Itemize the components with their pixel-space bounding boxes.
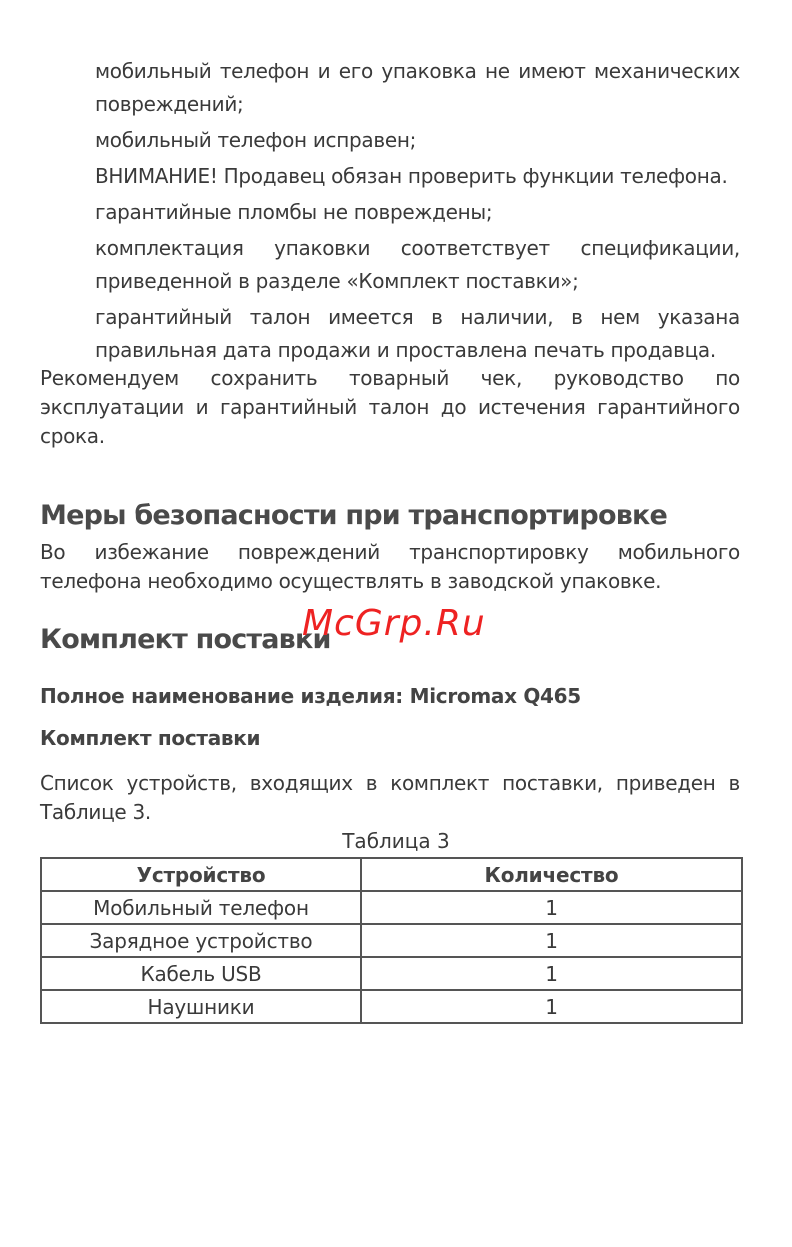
product-full-name: Полное наименование изделия: Micromax Q465 (40, 684, 581, 708)
package-table (40, 857, 743, 1024)
page-body (40, 55, 740, 827)
table-cell: Зарядное устройство (41, 924, 361, 957)
watermark: McGrp.Ru (302, 603, 486, 644)
package-subheading: Комплект поставки (40, 726, 261, 750)
column-header-quantity: Количество (361, 858, 742, 891)
list-item: ВНИМАНИЕ! Продавец обязан проверить функции телефона. (95, 164, 728, 188)
table-row (41, 957, 742, 990)
table-cell: 1 (361, 990, 742, 1023)
table-cell: 1 (361, 891, 742, 924)
transport-heading: Меры безопасности при транспортировке (40, 500, 668, 531)
conditions-list (95, 55, 740, 367)
list-item: мобильный телефон и его упаковка не имеют механических повреждений; (95, 59, 740, 116)
table-row (41, 891, 742, 924)
list-item: мобильный телефон исправен; (95, 128, 417, 152)
package-heading: Комплект поставки (40, 624, 331, 655)
table-cell: Кабель USB (41, 957, 361, 990)
table-header-row (41, 858, 742, 891)
list-item: комплектация упаковки соответствует спецификации, приведенной в разделе «Комплект поставки»; (95, 236, 740, 293)
column-header-device: Устройство (41, 858, 361, 891)
table-row (41, 990, 742, 1023)
table-cell: 1 (361, 957, 742, 990)
table-cell: 1 (361, 924, 742, 957)
list-item: гарантийный талон имеется в наличии, в нем указана правильная дата продажи и проставлена печать продавца. (95, 305, 740, 362)
package-text: Список устройств, входящих в комплект поставки, приведен в Таблице 3. (40, 771, 740, 824)
table-row (41, 924, 742, 957)
transport-text: Во избежание повреждений транспортировку мобильного телефона необходимо осуществлять в заводской упаковке. (40, 540, 740, 593)
table-cell: Наушники (41, 990, 361, 1023)
table-cell: Мобильный телефон (41, 891, 361, 924)
recommendation-text: Рекомендуем сохранить товарный чек, руководство по эксплуатации и гарантийный талон до истечения гарантийного срока. (40, 366, 740, 448)
list-item: гарантийные пломбы не повреждены; (95, 200, 493, 224)
table-caption: Таблица 3 (342, 829, 450, 853)
